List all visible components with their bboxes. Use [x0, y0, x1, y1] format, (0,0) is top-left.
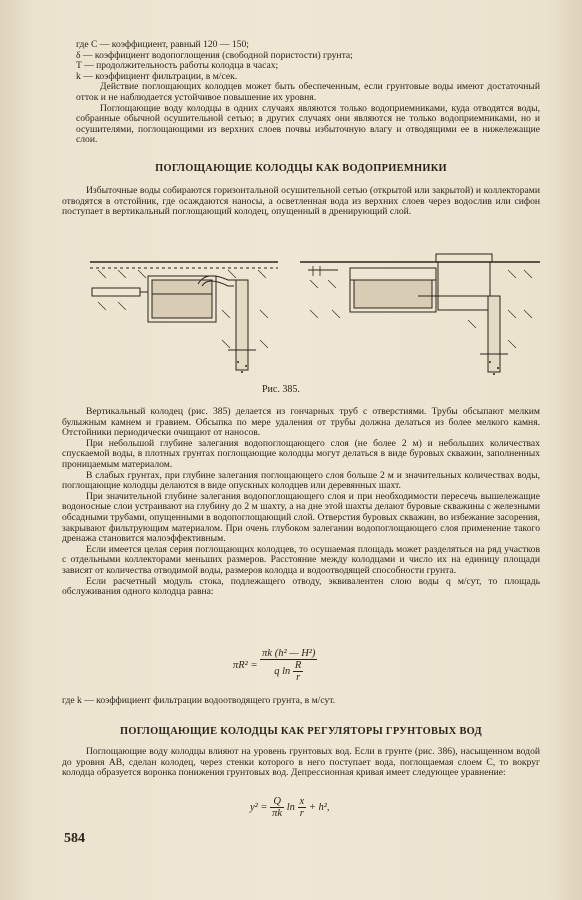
- figure-385-drawing: [88, 240, 542, 380]
- section-heading-1: [62, 163, 540, 175]
- paragraph: Если имеется целая серия поглощающих колодцев, то осушаемая площадь может разделяться на ряд участков с отдельными коллекторами меньших размеров. Расстояние между колодцами и число их на единицу площади зависят от количества отводимой воды, размеров колодца и водоотводящей способности грунта.: [62, 543, 540, 576]
- formula-ln: ln: [286, 801, 295, 813]
- formula-fraction: [298, 796, 307, 819]
- paragraph: При значительной глубине залегания водопоглощающего слоя и при необходимости пересечь вышележащие водоносные слои устраивают на глубину до 2 м шахту, а на дне этой шахты делают буровые скважины с железными обсадными трубами, опущенными в водопоглощающий слой. Отверстия буровых скважин, во избежание засорения, закрывают фильтрующим материалом. При очень глубоком залегании водопоглощающего слоя применение такого дренажа становится малоэффективным.: [62, 490, 540, 545]
- figure-caption: Рис. 385.: [262, 384, 300, 395]
- formula-numerator: Q: [270, 796, 284, 808]
- paragraph: Вертикальный колодец (рис. 385) делается из гончарных труб с отверстиями. Трубы обсыпают мелким булыжным камнем и гравием. Обсыпка по мере удаления от трубы должна делаться из более мелкого камня. Отстойники периодически очищают от наносов.: [62, 406, 540, 439]
- formula-inner-fraction: [293, 660, 303, 683]
- formula-denominator: r: [299, 808, 304, 819]
- definition-line: δ — коэффициент водопоглощения (свободной пористости) грунта;: [76, 49, 353, 61]
- paragraph: В слабых грунтах, при глубине залегания поглощающего слоя больше 2 м и значительных количествах воды, поглощающие колодцы делаются в виде опускных колодцев или деревянных шахт.: [62, 469, 540, 492]
- formula-fraction: [270, 796, 284, 819]
- formula-numerator: πk (h² — H²): [262, 648, 316, 659]
- formula-lhs: y² =: [250, 801, 268, 813]
- section2-text: [62, 747, 540, 779]
- paragraph: Действие поглощающих колодцев может быть обеспеченным, если грунтовые воды имеют достаточный отток и не наблюдается устойчивое повышение их уровня.: [76, 81, 540, 103]
- definitions-block: [62, 40, 540, 146]
- formula-numerator: x: [299, 796, 305, 807]
- paragraph: Если расчетный модуль стока, подлежащего отводу, эквивалентен слою воды q м/сут, то площадь обслуживания одного колодца равна:: [62, 575, 540, 598]
- section-heading-2: [62, 726, 540, 738]
- depression-formula: [250, 796, 390, 818]
- section1-text: [62, 186, 540, 218]
- formula-area: [233, 648, 373, 688]
- definition-line: k — коэффициент фильтрации, в м/сек.: [76, 70, 238, 82]
- formula-lhs: πR² =: [233, 659, 258, 671]
- formula-den-prefix: q ln: [274, 665, 291, 677]
- formula-fraction: [260, 648, 317, 683]
- definition-line: где C — коэффициент, равный 120 — 150;: [76, 39, 249, 50]
- paragraph: Поглощающие воду колодцы в одних случаях являются только водоприемниками, куда отводятся воды, собранные обычной осушительной сетью; в других случаях они являются не только водоприемниками, но и осушителями, поглощающими из верхних слоев почвы избыточную влагу и отводящими ее в нижележащие слои.: [76, 102, 540, 146]
- formula-explanation: [62, 696, 540, 707]
- paragraph: При небольшой глубине залегания водопоглощающего слоя (не более 2 м) и небольших количествах спускаемой воды, в плотных грунтах поглощающие колодцы могут делаться в виде буровых скважин, заполненных проницаемым материалом.: [62, 437, 540, 470]
- paragraph: где k — коэффициент фильтрации водоотводящего грунта, в м/сут.: [62, 695, 336, 706]
- main-text: [62, 407, 540, 598]
- formula-tail: + h²,: [308, 801, 330, 813]
- paragraph: Поглощающие воду колодцы влияют на уровень грунтовых вод. Если в грунте (рис. 386), насыщенном водой до уровня AB, сделан колодец, через стенки которого в него поступает вода, поглощаемая слоем C, то вокруг колодца образуется воронка понижения грунтовых вод. Депрессионная кривая имеет следующее уравнение:: [62, 746, 540, 779]
- section-heading-text: ПОГЛОЩАЮЩИЕ КОЛОДЦЫ КАК ВОДОПРИЕМНИКИ: [155, 163, 447, 174]
- formula-denominator: πk: [272, 808, 283, 819]
- page-number: 584: [64, 831, 85, 846]
- section-heading-text: ПОГЛОЩАЮЩИЕ КОЛОДЦЫ КАК РЕГУЛЯТОРЫ ГРУНТОВЫХ ВОД: [120, 726, 482, 737]
- formula-inner-den: r: [296, 672, 301, 683]
- formula-inner-num: R: [294, 660, 302, 671]
- paragraph: Избыточные воды собираются горизонтальной осушительной сетью (открытой или закрытой) и коллекторами отводятся в отстойник, где осаждаются наносы, а осветленная вода из верхних слоев через водослив или сифон поступает в вертикальный поглощающий колодец, опущенный в дренирующий слой.: [62, 185, 540, 218]
- formula-denominator: [260, 660, 317, 683]
- definition-line: T — продолжительность работы колодца в часах;: [76, 60, 279, 72]
